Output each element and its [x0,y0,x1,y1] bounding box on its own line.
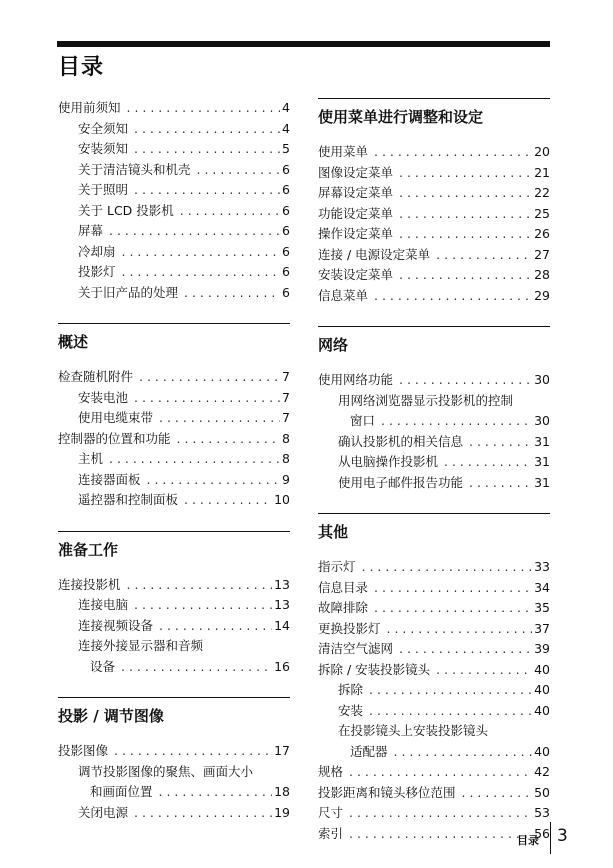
toc-entry-label: 窗口 [350,413,376,428]
leader-dots [374,598,532,619]
toc-entry[interactable] [318,452,550,473]
toc-entry[interactable] [58,657,290,678]
toc-entry[interactable] [318,598,550,619]
toc-entry-label: 使用电缆束带 [78,410,154,425]
toc-entry-page: 42 [534,764,550,779]
toc-entry-page: 34 [534,579,550,595]
toc-entry-label: 索引 [318,825,344,841]
leader-dots [134,595,272,616]
toc-entry-label: 安装电池 [78,389,129,405]
toc-entry-label: 故障排除 [318,600,369,615]
toc-entry[interactable] [318,639,550,660]
toc-entry-page: 28 [534,267,550,282]
toc-entry-label: 尺寸 [318,805,344,820]
toc-entry[interactable] [58,470,290,491]
toc-entry-page: 40 [534,661,550,677]
toc-entry-page: 13 [274,597,290,612]
leader-dots [114,741,272,762]
section-heading-projection: 投影 / 调节图像 [58,697,290,730]
leader-dots [369,701,532,722]
toc-entry[interactable] [58,782,290,803]
leader-dots [469,432,532,453]
toc-entry-page: 6 [282,161,290,177]
toc-entry-page: 6 [282,284,290,300]
toc-entry-page: 7 [282,410,290,425]
toc-entry[interactable] [318,824,550,845]
toc-entry-page: 9 [282,471,290,487]
toc-entry-label: 从电脑操作投影机 [338,454,439,469]
section-heading-preparation: 准备工作 [58,531,290,564]
toc-entry[interactable] [318,680,550,701]
toc-entry-label: 屏幕 [78,223,104,238]
top-rule [57,41,550,47]
toc-entry-page: 6 [282,243,290,259]
toc-entry[interactable] [58,367,290,388]
toc-entry-page: 21 [534,164,550,180]
toc-entry-label: 冷却扇 [78,243,116,259]
toc-entry-page: 50 [534,784,550,800]
leader-dots [349,762,532,783]
toc-entry[interactable] [318,619,550,640]
toc-entry-label: 控制器的位置和功能 [58,430,171,446]
toc-entry-page: 26 [534,226,550,241]
toc-entry-label: 关于旧产品的处理 [78,284,179,300]
toc-entry-wrap-line[interactable]: 调节投影图像的聚焦、画面大小 [78,763,254,779]
toc-entry-page: 40 [534,682,550,697]
toc-entry[interactable] [58,160,290,181]
leader-dots [180,201,280,222]
leader-dots [374,578,532,599]
toc-entry-page: 33 [534,559,550,574]
footer-divider [550,822,551,854]
toc-entry-label: 遥控器和控制面板 [78,492,179,507]
toc-entry[interactable] [318,163,550,184]
toc-entry[interactable] [318,762,550,783]
toc-entry-page: 8 [282,430,290,446]
leader-dots [369,680,532,701]
toc-entry-label: 安装 [338,702,364,718]
leader-dots [147,470,281,491]
leader-dots [139,367,280,388]
toc-entry[interactable] [318,660,550,681]
toc-entry[interactable] [318,224,550,245]
toc-entry[interactable] [58,262,290,283]
leader-dots [387,619,533,640]
leader-dots [399,204,532,225]
leader-dots [399,224,532,245]
toc-entry-label: 屏幕设定菜单 [318,185,394,200]
toc-entry-label: 和画面位置 [90,784,153,799]
leader-dots [159,616,272,637]
leader-dots [159,782,273,803]
leader-dots [109,449,280,470]
toc-entry[interactable] [318,473,550,494]
toc-entry-page: 25 [534,205,550,221]
toc-entry-label: 功能设定菜单 [318,205,394,221]
leader-dots [134,388,280,409]
toc-entry-page: 7 [282,369,290,384]
toc-group-menu [318,142,550,306]
toc-entry[interactable] [318,204,550,225]
toc-entry-page: 13 [274,576,290,592]
leader-dots [177,429,281,450]
leader-dots [109,221,280,242]
toc-group-network [318,432,550,494]
toc-entry-label: 安全须知 [78,120,129,136]
toc-entry-wrap-line[interactable]: 连接外接显示器和音频 [78,638,204,653]
toc-entry-page: 16 [274,658,290,674]
leader-dots [436,245,532,266]
leader-dots [362,557,533,578]
toc-entry-page: 30 [534,413,550,428]
leader-dots [134,803,272,824]
leader-dots [134,119,280,140]
toc-entry-label: 投影距离和镜头移位范围 [318,784,456,800]
toc-entry[interactable] [318,742,550,763]
toc-entry-page: 4 [282,120,290,136]
toc-entry-page: 19 [274,804,290,820]
leader-dots [184,283,280,304]
toc-entry-label: 投影灯 [78,264,116,279]
toc-entry-page: 31 [534,433,550,449]
toc-entry-wrap-line[interactable]: 用网络浏览器显示投影机的控制 [338,392,514,408]
leader-dots [349,803,532,824]
leader-dots [159,408,280,429]
leader-dots [374,142,532,163]
toc-entry[interactable] [58,575,290,596]
toc-entry[interactable] [318,803,550,824]
toc-group-preparation [58,575,290,637]
toc-entry-label: 图像设定菜单 [318,164,394,180]
toc-entry[interactable] [318,286,550,307]
toc-entry-page: 40 [534,743,550,759]
toc-entry[interactable] [318,265,550,286]
toc-entry-page: 10 [274,492,290,507]
toc-entry[interactable] [318,557,550,578]
toc-entry[interactable] [58,449,290,470]
leader-dots [399,370,532,391]
toc-entry-label: 投影图像 [58,743,109,758]
toc-group-overview [58,367,290,511]
toc-entry[interactable] [318,432,550,453]
section-heading-menu: 使用菜单进行调整和设定 [318,98,550,131]
leader-dots [197,160,281,181]
toc-entry[interactable] [318,578,550,599]
toc-entry-page: 6 [282,202,290,218]
toc-entry-label: 信息菜单 [318,287,369,303]
toc-entry-page: 53 [534,805,550,820]
toc-entry[interactable] [58,221,290,242]
leader-dots [469,473,532,494]
toc-entry[interactable] [318,701,550,722]
leader-dots [122,262,281,283]
leader-dots [381,411,532,432]
toc-entry[interactable] [58,388,290,409]
toc-entry-page: 18 [274,784,290,799]
toc-entry-page: 6 [282,223,290,238]
toc-entry-label: 连接器面板 [78,471,141,487]
toc-entry[interactable] [58,595,290,616]
toc-entry-label: 连接视频设备 [78,617,154,633]
toc-entry[interactable] [58,803,290,824]
toc-entry-page: 4 [282,100,290,115]
toc-entry[interactable] [58,242,290,263]
toc-entry-label: 信息目录 [318,579,369,595]
section-heading-others: 其他 [318,513,550,546]
toc-entry-page: 35 [534,600,550,615]
toc-entry-label: 拆除 / 安装投影镜头 [318,661,431,677]
leader-dots [134,139,280,160]
toc-entry[interactable] [58,429,290,450]
toc-entry[interactable] [58,741,290,762]
toc-entry-page: 27 [534,246,550,262]
leader-dots [127,575,273,596]
toc-entry-page: 37 [534,620,550,636]
toc-right-column [318,98,550,844]
page-number: 3 [557,826,568,846]
toc-entry-page: 7 [282,389,290,405]
leader-dots [184,490,272,511]
toc-left-column [58,98,290,823]
toc-entry-label: 确认投影机的相关信息 [338,433,464,449]
toc-entry[interactable] [58,616,290,637]
toc-entry[interactable] [318,783,550,804]
leader-dots [394,742,533,763]
leader-dots [127,98,281,119]
toc-entry[interactable] [318,183,550,204]
toc-group-others-2 [318,762,550,844]
toc-entry-label: 连接投影机 [58,576,121,592]
toc-group-others [318,557,550,721]
leader-dots [134,180,280,201]
toc-entry-label: 适配器 [350,743,388,759]
toc-entry-label: 安装设定菜单 [318,267,394,282]
toc-entry[interactable] [58,201,290,222]
leader-dots [122,242,281,263]
footer-section-label: 目录 [517,834,539,847]
toc-entry[interactable] [58,408,290,429]
leader-dots [399,265,532,286]
toc-entry-page: 40 [534,702,550,718]
toc-entry-label: 清洁空气滤网 [318,641,394,656]
toc-entry-label: 连接 / 电源设定菜单 [318,246,431,262]
toc-entry[interactable] [58,490,290,511]
toc-entry-label: 操作设定菜单 [318,226,394,241]
toc-entry-label: 更换投影灯 [318,620,381,636]
toc-entry[interactable] [318,245,550,266]
page-title: 目录 [58,55,105,80]
toc-entry-page: 56 [534,825,550,841]
toc-entry-label: 连接电脑 [78,597,129,612]
toc-entry-page: 5 [282,141,290,156]
toc-entry-label: 规格 [318,764,344,779]
toc-entry[interactable] [58,98,290,119]
toc-entry[interactable] [318,142,550,163]
section-heading-network: 网络 [318,326,550,359]
toc-entry[interactable] [58,139,290,160]
toc-entry-label: 主机 [78,451,104,466]
toc-entry-label: 使用电子邮件报告功能 [338,474,464,490]
toc-entry-page: 6 [282,182,290,197]
toc-entry[interactable] [318,411,550,432]
toc-entry-label: 使用前须知 [58,100,121,115]
toc-entry-page: 39 [534,641,550,656]
toc-entry[interactable] [318,370,550,391]
toc-entry-label: 关于照明 [78,182,129,197]
toc-entry-page: 31 [534,474,550,490]
toc-entry-page: 14 [274,617,290,633]
toc-entry-page: 17 [274,743,290,758]
toc-entry-page: 8 [282,451,290,466]
toc-entry-label: 关于 LCD 投影机 [78,202,174,218]
leader-dots [444,452,532,473]
toc-entry-page: 20 [534,144,550,159]
toc-entry-label: 安装须知 [78,141,129,156]
toc-entry-label: 关闭电源 [78,804,129,820]
leader-dots [349,824,532,845]
toc-entry-label: 设备 [90,658,116,674]
toc-group-precautions [58,98,290,303]
leader-dots [374,286,532,307]
leader-dots [121,657,272,678]
toc-entry-label: 使用网络功能 [318,372,394,387]
toc-entry-page: 29 [534,287,550,303]
leader-dots [399,639,532,660]
toc-entry-page: 30 [534,372,550,387]
toc-entry-label: 关于清洁镜头和机壳 [78,161,191,177]
leader-dots [399,183,532,204]
toc-entry-label: 检查随机附件 [58,369,134,384]
toc-entry-label: 指示灯 [318,559,356,574]
toc-entry[interactable] [58,180,290,201]
section-heading-overview: 概述 [58,323,290,356]
toc-entry-page: 6 [282,264,290,279]
toc-entry-label: 拆除 [338,682,364,697]
leader-dots [436,660,532,681]
leader-dots [462,783,533,804]
toc-entry-label: 使用菜单 [318,144,369,159]
toc-entry[interactable] [58,283,290,304]
toc-entry-page: 22 [534,185,550,200]
toc-entry-page: 31 [534,454,550,469]
toc-entry-wrap-line[interactable]: 在投影镜头上安装投影镜头 [338,723,489,738]
toc-entry[interactable] [58,119,290,140]
leader-dots [399,163,532,184]
